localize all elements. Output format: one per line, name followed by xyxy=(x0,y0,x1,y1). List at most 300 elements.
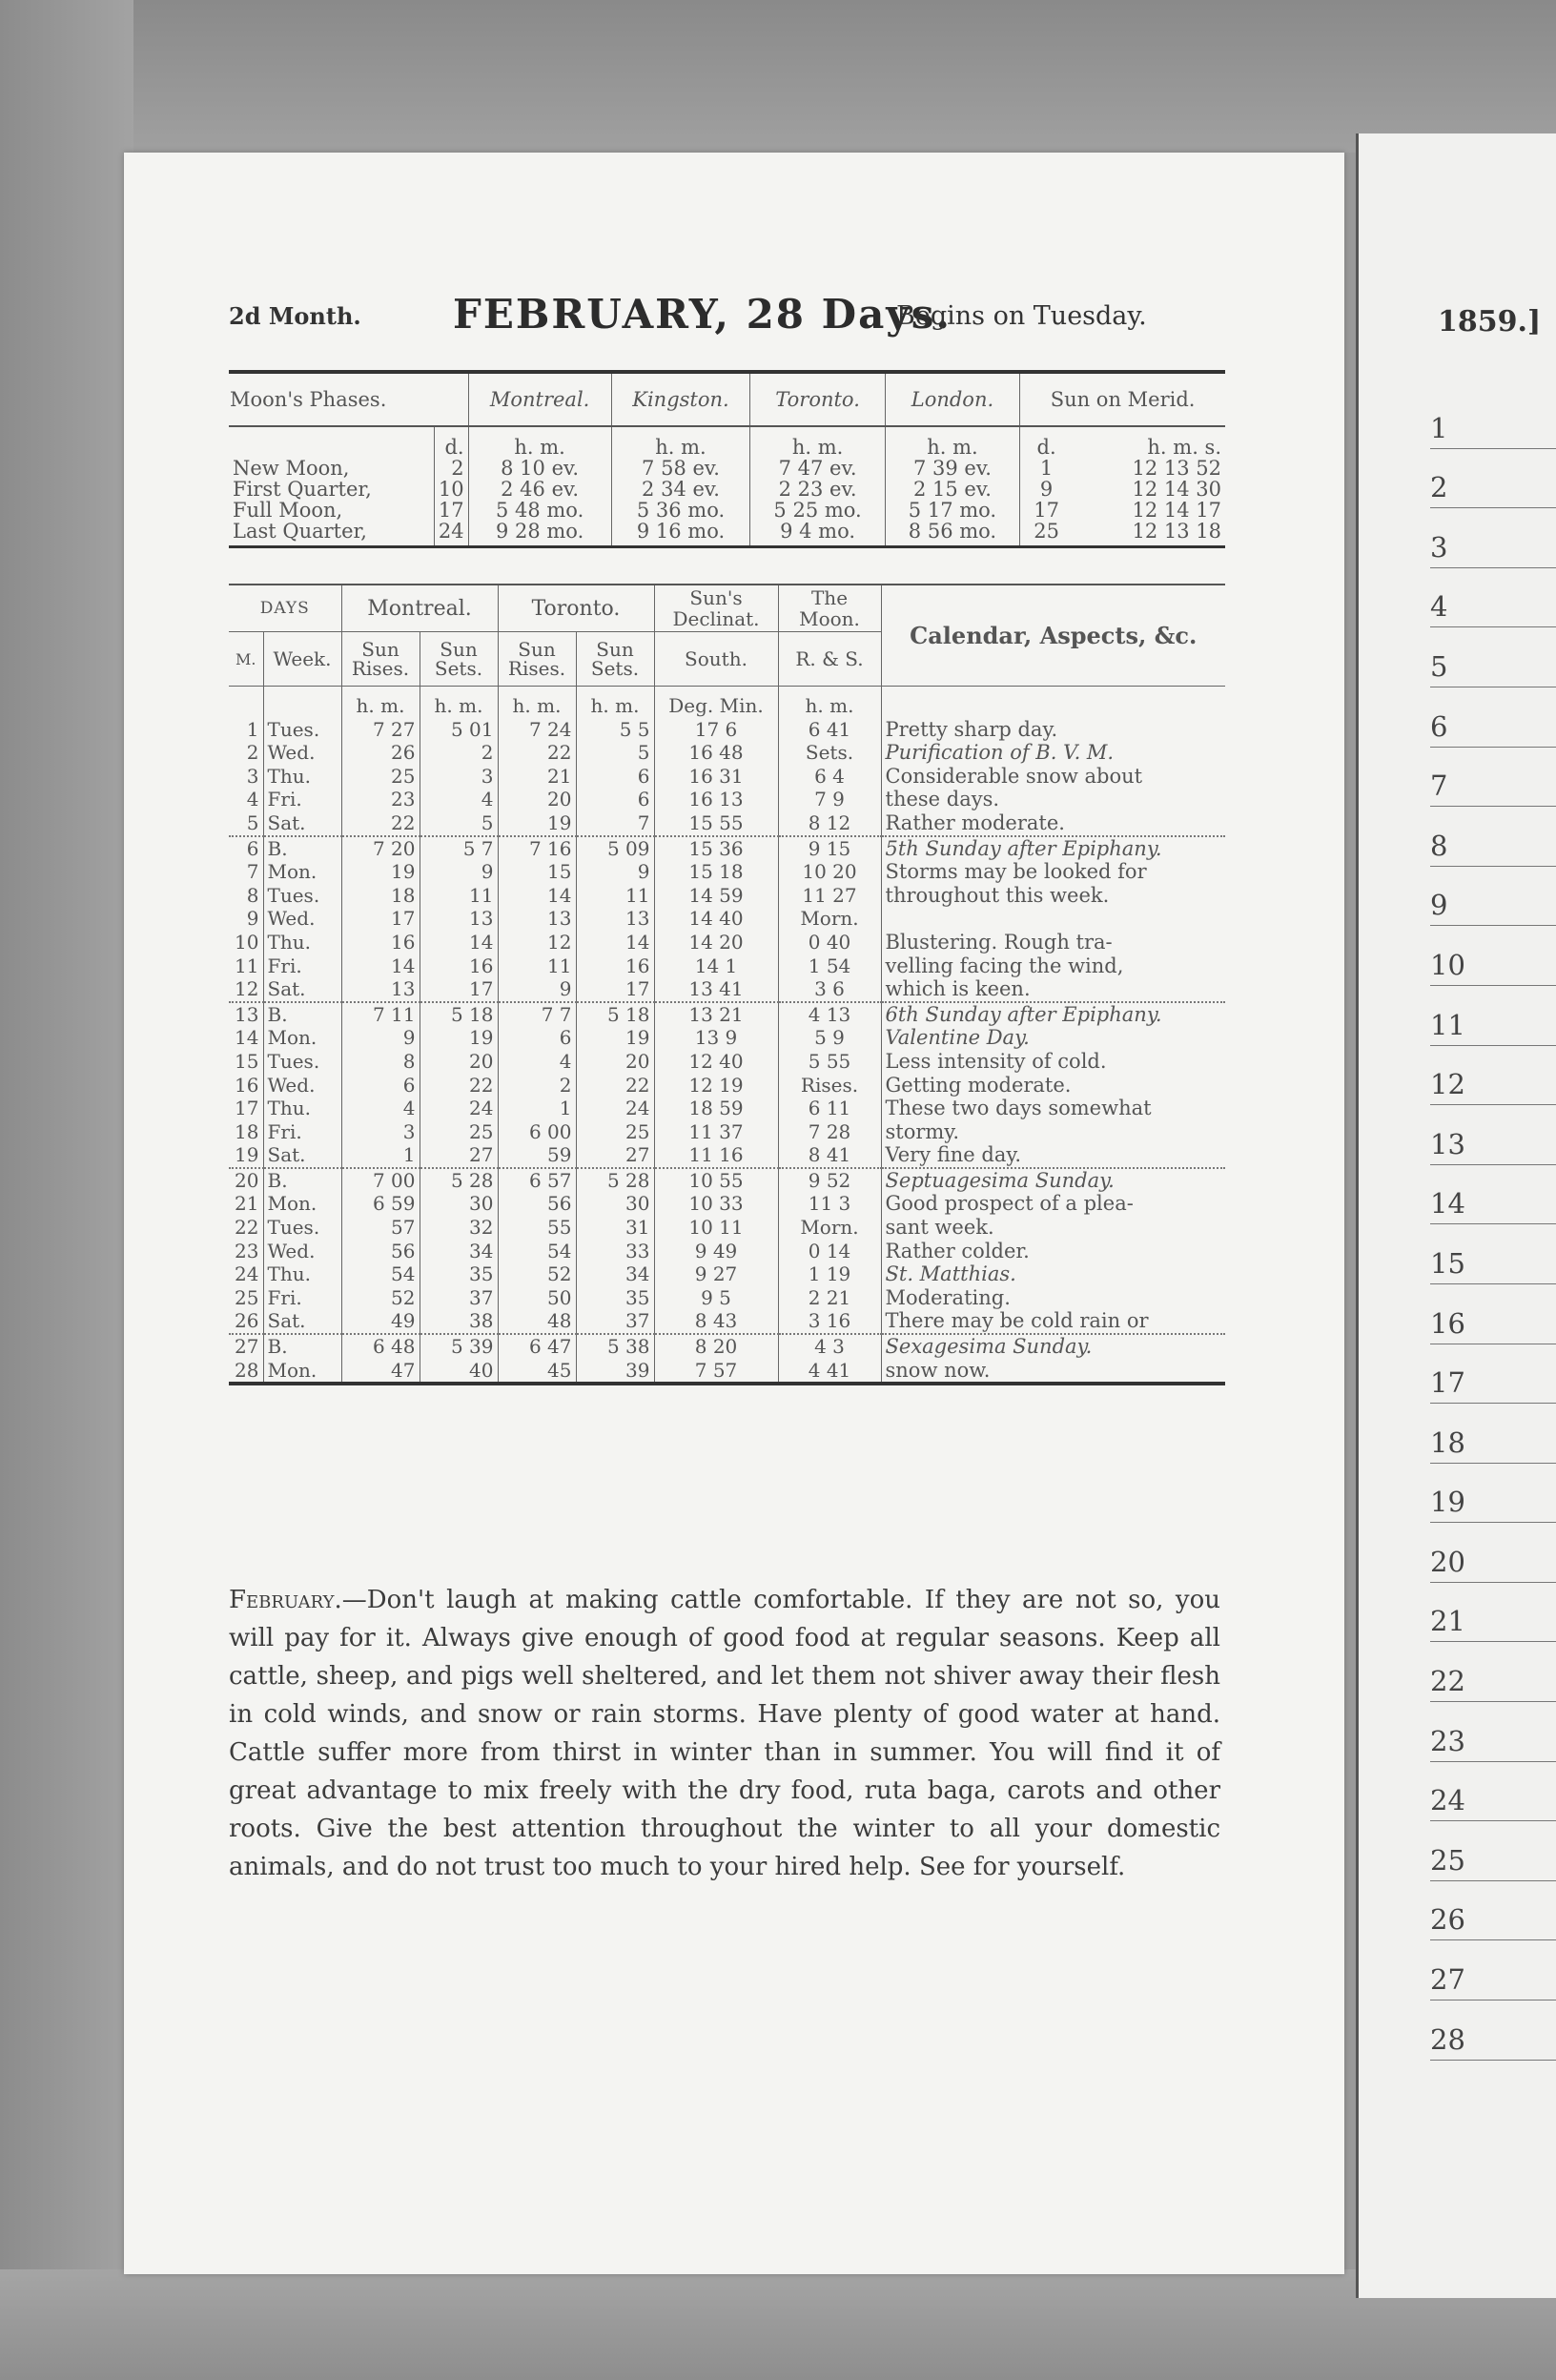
day-row xyxy=(229,907,1225,931)
day-tr-cell: 1 xyxy=(498,1097,576,1120)
day-row xyxy=(229,1334,1225,1359)
facing-day-number: 26 xyxy=(1430,1881,1556,1941)
day-ms-cell: 38 xyxy=(420,1309,498,1334)
facing-day-number: 27 xyxy=(1430,1940,1556,2000)
day-m-cell: 11 xyxy=(235,954,259,977)
day-row xyxy=(229,811,1225,836)
day-moon-cell: 4 3 xyxy=(778,1334,881,1359)
day-row xyxy=(229,1143,1225,1168)
declination-header: Sun's Declinat. xyxy=(654,585,778,632)
day-ts-cell: 39 xyxy=(576,1359,654,1385)
facing-day-number: 4 xyxy=(1430,568,1556,628)
day-row xyxy=(229,836,1225,861)
facing-day-number: 16 xyxy=(1430,1284,1556,1344)
phase-kingston-cell: 9 16 mo. xyxy=(611,521,750,547)
col-header: Sun Sets. xyxy=(576,632,654,687)
facing-day-number: 28 xyxy=(1430,2000,1556,2061)
day-moon-cell: 11 3 xyxy=(778,1192,881,1216)
day-wk-cell: Mon. xyxy=(263,1192,341,1216)
day-dec-cell: 14 40 xyxy=(654,907,778,931)
day-moon-cell: 6 41 xyxy=(778,718,881,742)
day-moon-cell: 10 20 xyxy=(778,860,881,884)
day-wk-cell: Tues. xyxy=(263,1216,341,1240)
day-ts-cell: 16 xyxy=(576,954,654,978)
units-cell: h. m. xyxy=(576,687,654,718)
day-tr-cell: 59 xyxy=(498,1143,576,1168)
day-moon-cell: 0 14 xyxy=(778,1240,881,1263)
day-row xyxy=(229,1026,1225,1050)
day-dec-cell: 13 41 xyxy=(654,977,778,1002)
day-m-cell: 13 xyxy=(229,1002,263,1027)
day-cal-cell: Septuagesima Sunday. xyxy=(881,1168,1225,1193)
day-tr-cell: 21 xyxy=(498,765,576,789)
day-tr-cell: 22 xyxy=(498,741,576,765)
phase-toronto-cell: 2 23 ev. xyxy=(750,479,885,500)
day-ms-cell: 16 xyxy=(420,954,498,978)
day-dec-cell: 18 59 xyxy=(654,1097,778,1120)
day-ts-cell: 19 xyxy=(576,1026,654,1050)
day-ts-cell: 24 xyxy=(576,1097,654,1120)
day-ms-cell: 2 xyxy=(420,741,498,765)
day-row xyxy=(229,1309,1225,1334)
day-mr-cell: 49 xyxy=(341,1309,420,1334)
moon-phases-table xyxy=(229,370,1225,548)
day-ts-cell: 6 xyxy=(576,788,654,811)
day-cal-cell: Valentine Day. xyxy=(881,1026,1225,1050)
phase-d-cell: 10 xyxy=(434,479,468,500)
background-bottom xyxy=(0,2269,1556,2380)
facing-day-number: 13 xyxy=(1430,1105,1556,1165)
phase-merid-cell: 12 13 18 xyxy=(1073,521,1225,547)
day-ts-cell: 5 09 xyxy=(576,836,654,861)
day-ms-cell: 3 xyxy=(420,765,498,789)
facing-day-number: 6 xyxy=(1430,687,1556,748)
begins-note: Begins on Tuesday. xyxy=(896,301,1147,331)
day-wk-cell: Fri. xyxy=(263,1120,341,1144)
facing-day-number: 22 xyxy=(1430,1642,1556,1702)
phase-sd-cell: 1 xyxy=(1020,458,1073,479)
day-ms-cell: 37 xyxy=(420,1286,498,1310)
day-mr-cell: 7 27 xyxy=(341,718,420,742)
day-wk-cell: Sat. xyxy=(263,811,341,836)
day-tr-cell: 12 xyxy=(498,931,576,954)
toronto-header: Toronto. xyxy=(498,585,654,632)
facing-day-number: 15 xyxy=(1430,1224,1556,1284)
day-ms-cell: 34 xyxy=(420,1240,498,1263)
day-dec-cell: 9 5 xyxy=(654,1286,778,1310)
day-mr-cell: 6 59 xyxy=(341,1192,420,1216)
day-wk-cell: B. xyxy=(263,1168,341,1193)
day-ts-cell: 17 xyxy=(576,977,654,1002)
day-cal-cell: these days. xyxy=(881,788,1225,811)
day-m-cell: 5 xyxy=(246,810,259,834)
day-m-cell: 14 xyxy=(235,1026,259,1050)
phase-phase-cell: Last Quarter, xyxy=(229,521,434,547)
background-top xyxy=(0,0,1556,153)
day-cal-cell: stormy. xyxy=(881,1120,1225,1144)
day-ts-cell: 5 28 xyxy=(576,1168,654,1193)
day-cal-cell: 5th Sunday after Epiphany. xyxy=(881,836,1225,861)
day-dec-cell: 13 9 xyxy=(654,1026,778,1050)
day-row xyxy=(229,1120,1225,1144)
day-m-cell: 19 xyxy=(235,1143,259,1167)
day-ms-cell: 13 xyxy=(420,907,498,931)
phase-london-cell: 7 39 ev. xyxy=(885,458,1019,479)
day-row xyxy=(229,741,1225,765)
day-ms-cell: 20 xyxy=(420,1050,498,1074)
day-moon-cell: 4 41 xyxy=(778,1359,881,1385)
day-ms-cell: 22 xyxy=(420,1074,498,1098)
day-mr-cell: 26 xyxy=(341,741,420,765)
day-ts-cell: 7 xyxy=(576,811,654,836)
day-dec-cell: 10 55 xyxy=(654,1168,778,1193)
day-wk-cell: Mon. xyxy=(263,1359,341,1385)
day-dec-cell: 8 43 xyxy=(654,1309,778,1334)
phase-d-cell: 24 xyxy=(434,521,468,547)
day-ms-cell: 9 xyxy=(420,860,498,884)
montreal-header: Montreal. xyxy=(341,585,498,632)
day-mr-cell: 7 20 xyxy=(341,836,420,861)
day-moon-cell: 4 13 xyxy=(778,1002,881,1027)
day-row xyxy=(229,954,1225,978)
facing-day-number: 8 xyxy=(1430,807,1556,867)
units-cell: h. m. xyxy=(341,687,420,718)
day-moon-cell: 9 52 xyxy=(778,1168,881,1193)
day-ts-cell: 34 xyxy=(576,1262,654,1286)
day-ms-cell: 11 xyxy=(420,884,498,908)
day-row xyxy=(229,1216,1225,1240)
page-title: FEBRUARY, 28 Days. xyxy=(453,291,952,338)
day-ms-cell: 5 28 xyxy=(420,1168,498,1193)
day-ts-cell: 5 xyxy=(576,741,654,765)
day-ms-cell: 4 xyxy=(420,788,498,811)
day-cal-cell: St. Matthias. xyxy=(881,1262,1225,1286)
day-row xyxy=(229,884,1225,908)
units-cell: d. xyxy=(434,426,468,458)
day-m-cell: 23 xyxy=(235,1239,259,1262)
day-ms-cell: 5 01 xyxy=(420,718,498,742)
day-ms-cell: 19 xyxy=(420,1026,498,1050)
facing-day-number: 19 xyxy=(1430,1464,1556,1524)
phase-merid-cell: 12 14 30 xyxy=(1132,478,1221,501)
facing-day-number: 25 xyxy=(1430,1821,1556,1881)
day-tr-cell: 48 xyxy=(498,1309,576,1334)
day-cal-cell: sant week. xyxy=(881,1216,1225,1240)
day-m-cell: 18 xyxy=(235,1119,259,1143)
day-row xyxy=(229,860,1225,884)
day-wk-cell: Fri. xyxy=(263,954,341,978)
calendar-header: Calendar, Aspects, &c. xyxy=(881,585,1225,687)
day-moon-cell: Morn. xyxy=(778,1216,881,1240)
day-wk-cell: Wed. xyxy=(263,1240,341,1263)
day-mr-cell: 7 11 xyxy=(341,1002,420,1027)
facing-day-number: 2 xyxy=(1430,449,1556,509)
day-row xyxy=(229,788,1225,811)
day-m-cell: 3 xyxy=(246,764,259,788)
units-cell: h. m. xyxy=(750,426,885,458)
day-ts-cell: 35 xyxy=(576,1286,654,1310)
day-moon-cell: 8 12 xyxy=(778,811,881,836)
day-tr-cell: 9 xyxy=(498,977,576,1002)
day-m-cell: 2 xyxy=(246,741,259,765)
day-row xyxy=(229,1240,1225,1263)
units-cell: h. m. xyxy=(498,687,576,718)
day-row xyxy=(229,1002,1225,1027)
phase-phase-cell: First Quarter, xyxy=(233,478,372,501)
day-moon-cell: 1 54 xyxy=(778,954,881,978)
day-wk-cell: Mon. xyxy=(263,1026,341,1050)
day-ts-cell: 11 xyxy=(576,884,654,908)
day-ms-cell: 14 xyxy=(420,931,498,954)
day-tr-cell: 6 47 xyxy=(498,1334,576,1359)
day-tr-cell: 15 xyxy=(498,860,576,884)
facing-day-number: 9 xyxy=(1430,867,1556,927)
day-m-cell: 15 xyxy=(235,1049,259,1073)
phase-toronto-cell: 5 25 mo. xyxy=(750,500,885,521)
phase-d-cell: 2 xyxy=(434,458,468,479)
day-mr-cell: 25 xyxy=(341,765,420,789)
phase-kingston-cell: 5 36 mo. xyxy=(611,500,750,521)
day-row xyxy=(229,1192,1225,1216)
day-ts-cell: 5 18 xyxy=(576,1002,654,1027)
paragraph-lead: February. xyxy=(229,1586,342,1614)
day-dec-cell: 15 36 xyxy=(654,836,778,861)
phases-col-header: London. xyxy=(885,372,1019,426)
day-tr-cell: 4 xyxy=(498,1050,576,1074)
day-row xyxy=(229,931,1225,954)
phase-toronto-cell: 7 47 ev. xyxy=(750,458,885,479)
day-tr-cell: 14 xyxy=(498,884,576,908)
day-mr-cell: 6 xyxy=(341,1074,420,1098)
day-ms-cell: 40 xyxy=(420,1359,498,1385)
day-dec-cell: 16 13 xyxy=(654,788,778,811)
day-cal-cell xyxy=(881,907,1225,931)
units-cell: h. m. xyxy=(885,426,1019,458)
phase-london-cell: 5 17 mo. xyxy=(885,500,1019,521)
day-wk-cell: Wed. xyxy=(263,741,341,765)
day-ts-cell: 13 xyxy=(576,907,654,931)
day-dec-cell: 11 16 xyxy=(654,1143,778,1168)
day-ts-cell: 30 xyxy=(576,1192,654,1216)
day-tr-cell: 6 00 xyxy=(498,1120,576,1144)
day-row xyxy=(229,1074,1225,1098)
day-m-cell: 6 xyxy=(229,836,263,861)
day-wk-cell: Sat. xyxy=(263,1143,341,1168)
day-dec-cell: 16 31 xyxy=(654,765,778,789)
day-row xyxy=(229,718,1225,742)
day-tr-cell: 45 xyxy=(498,1359,576,1385)
day-dec-cell: 10 33 xyxy=(654,1192,778,1216)
day-row xyxy=(229,1050,1225,1074)
day-moon-cell: 11 27 xyxy=(778,884,881,908)
day-dec-cell: 11 37 xyxy=(654,1120,778,1144)
day-dec-cell: 14 1 xyxy=(654,954,778,978)
facing-page-header: 1859.] xyxy=(1438,305,1542,339)
day-mr-cell: 6 48 xyxy=(341,1334,420,1359)
day-wk-cell: B. xyxy=(263,1002,341,1027)
phase-phase-cell: Full Moon, xyxy=(233,499,343,522)
day-m-cell: 8 xyxy=(246,883,259,907)
day-row xyxy=(229,1168,1225,1193)
day-tr-cell: 19 xyxy=(498,811,576,836)
day-wk-cell: Sat. xyxy=(263,1309,341,1334)
day-m-cell: 21 xyxy=(235,1192,259,1216)
day-row xyxy=(229,1359,1225,1385)
col-header: Sun Rises. xyxy=(498,632,576,687)
phase-merid-cell: 12 14 17 xyxy=(1132,499,1221,522)
day-mr-cell: 56 xyxy=(341,1240,420,1263)
day-cal-cell: Getting moderate. xyxy=(881,1074,1225,1098)
day-tr-cell: 13 xyxy=(498,907,576,931)
phase-montreal-cell: 2 46 ev. xyxy=(468,479,611,500)
day-wk-cell: Wed. xyxy=(263,1074,341,1098)
day-m-cell: 7 xyxy=(246,860,259,884)
col-header: Week. xyxy=(263,632,341,687)
day-cal-cell: Purification of B. V. M. xyxy=(881,741,1225,765)
day-tr-cell: 56 xyxy=(498,1192,576,1216)
phase-montreal-cell: 5 48 mo. xyxy=(468,500,611,521)
day-tr-cell: 7 16 xyxy=(498,836,576,861)
day-dec-cell: 16 48 xyxy=(654,741,778,765)
day-tr-cell: 6 57 xyxy=(498,1168,576,1193)
day-cal-cell: These two days somewhat xyxy=(881,1097,1225,1120)
day-mr-cell: 17 xyxy=(341,907,420,931)
col-header: M. xyxy=(229,632,263,687)
day-moon-cell: 5 9 xyxy=(778,1026,881,1050)
day-ms-cell: 32 xyxy=(420,1216,498,1240)
february-paragraph xyxy=(229,1581,1220,1886)
day-dec-cell: 15 18 xyxy=(654,860,778,884)
day-mr-cell: 23 xyxy=(341,788,420,811)
phases-col-header: Toronto. xyxy=(750,372,885,426)
day-ts-cell: 5 5 xyxy=(576,718,654,742)
day-dec-cell: 13 21 xyxy=(654,1002,778,1027)
day-ts-cell: 31 xyxy=(576,1216,654,1240)
day-cal-cell: Considerable snow about xyxy=(881,765,1225,789)
day-mr-cell: 57 xyxy=(341,1216,420,1240)
day-ms-cell: 24 xyxy=(420,1097,498,1120)
day-m-cell: 9 xyxy=(246,907,259,931)
day-moon-cell: 3 6 xyxy=(778,977,881,1002)
col-header: South. xyxy=(654,632,778,687)
day-cal-cell: which is keen. xyxy=(881,977,1225,1002)
day-mr-cell: 9 xyxy=(341,1026,420,1050)
day-mr-cell: 54 xyxy=(341,1262,420,1286)
day-dec-cell: 17 6 xyxy=(654,718,778,742)
day-moon-cell: 2 21 xyxy=(778,1286,881,1310)
phase-sd-cell: 9 xyxy=(1020,479,1073,500)
phase-sd-cell: 25 xyxy=(1020,521,1073,547)
facing-day-number: 5 xyxy=(1430,627,1556,687)
phase-montreal-cell: 9 28 mo. xyxy=(468,521,611,547)
day-mr-cell: 16 xyxy=(341,931,420,954)
day-row xyxy=(229,1286,1225,1310)
day-moon-cell: 9 15 xyxy=(778,836,881,861)
facing-day-number: 12 xyxy=(1430,1046,1556,1106)
col-header: R. & S. xyxy=(778,632,881,687)
day-wk-cell: Fri. xyxy=(263,788,341,811)
day-wk-cell: Mon. xyxy=(263,860,341,884)
day-m-cell: 28 xyxy=(229,1359,263,1385)
day-dec-cell: 14 59 xyxy=(654,884,778,908)
day-cal-cell: snow now. xyxy=(881,1359,1225,1385)
days-header: DAYS xyxy=(229,585,341,632)
day-wk-cell: Tues. xyxy=(263,884,341,908)
day-moon-cell: 5 55 xyxy=(778,1050,881,1074)
day-moon-cell: 1 19 xyxy=(778,1262,881,1286)
day-dec-cell: 10 11 xyxy=(654,1216,778,1240)
day-cal-cell: Moderating. xyxy=(881,1286,1225,1310)
daily-table xyxy=(229,584,1225,1385)
day-cal-cell: There may be cold rain or xyxy=(881,1309,1225,1334)
day-wk-cell: Thu. xyxy=(263,1262,341,1286)
day-ms-cell: 5 39 xyxy=(420,1334,498,1359)
background-left xyxy=(0,0,133,2380)
day-tr-cell: 7 24 xyxy=(498,718,576,742)
day-ms-cell: 5 xyxy=(420,811,498,836)
phase-montreal-cell: 8 10 ev. xyxy=(468,458,611,479)
facing-page-day-list xyxy=(1430,389,1556,2061)
month-label: 2d Month. xyxy=(229,302,361,330)
phases-col-header: Moon's Phases. xyxy=(229,372,468,426)
units-cell: h. m. xyxy=(611,426,750,458)
facing-day-number: 23 xyxy=(1430,1702,1556,1762)
col-header: Sun Sets. xyxy=(420,632,498,687)
day-cal-cell: Storms may be looked for xyxy=(881,860,1225,884)
day-cal-cell: throughout this week. xyxy=(881,884,1225,908)
phases-col-header: Kingston. xyxy=(611,372,750,426)
day-moon-cell: 6 4 xyxy=(778,765,881,789)
day-tr-cell: 20 xyxy=(498,788,576,811)
day-dec-cell: 7 57 xyxy=(654,1359,778,1385)
day-ms-cell: 17 xyxy=(420,977,498,1002)
facing-day-number: 21 xyxy=(1430,1583,1556,1643)
day-wk-cell: Tues. xyxy=(263,718,341,742)
day-ms-cell: 25 xyxy=(420,1120,498,1144)
day-tr-cell: 2 xyxy=(498,1074,576,1098)
day-ts-cell: 37 xyxy=(576,1309,654,1334)
day-mr-cell: 52 xyxy=(341,1286,420,1310)
day-moon-cell: 7 28 xyxy=(778,1120,881,1144)
day-wk-cell: B. xyxy=(263,836,341,861)
facing-day-number: 7 xyxy=(1430,748,1556,808)
day-cal-cell: Pretty sharp day. xyxy=(881,718,1225,742)
day-ts-cell: 9 xyxy=(576,860,654,884)
phase-sd-cell: 17 xyxy=(1020,500,1073,521)
facing-day-number: 17 xyxy=(1430,1344,1556,1405)
day-m-cell: 17 xyxy=(235,1097,259,1120)
day-m-cell: 16 xyxy=(235,1073,259,1097)
day-ts-cell: 27 xyxy=(576,1143,654,1168)
facing-day-number: 3 xyxy=(1430,508,1556,568)
day-m-cell: 27 xyxy=(229,1334,263,1359)
day-dec-cell: 15 55 xyxy=(654,811,778,836)
phase-toronto-cell: 9 4 mo. xyxy=(750,521,885,547)
day-mr-cell: 1 xyxy=(341,1143,420,1168)
day-row xyxy=(229,1097,1225,1120)
day-mr-cell: 3 xyxy=(341,1120,420,1144)
phase-london-cell: 2 15 ev. xyxy=(885,479,1019,500)
phase-phase-cell: New Moon, xyxy=(233,457,350,480)
day-tr-cell: 7 7 xyxy=(498,1002,576,1027)
col-header: Sun Rises. xyxy=(341,632,420,687)
day-cal-cell: Good prospect of a plea- xyxy=(881,1192,1225,1216)
facing-day-number: 18 xyxy=(1430,1404,1556,1464)
day-tr-cell: 6 xyxy=(498,1026,576,1050)
day-dec-cell: 9 27 xyxy=(654,1262,778,1286)
day-mr-cell: 18 xyxy=(341,884,420,908)
day-ms-cell: 35 xyxy=(420,1262,498,1286)
